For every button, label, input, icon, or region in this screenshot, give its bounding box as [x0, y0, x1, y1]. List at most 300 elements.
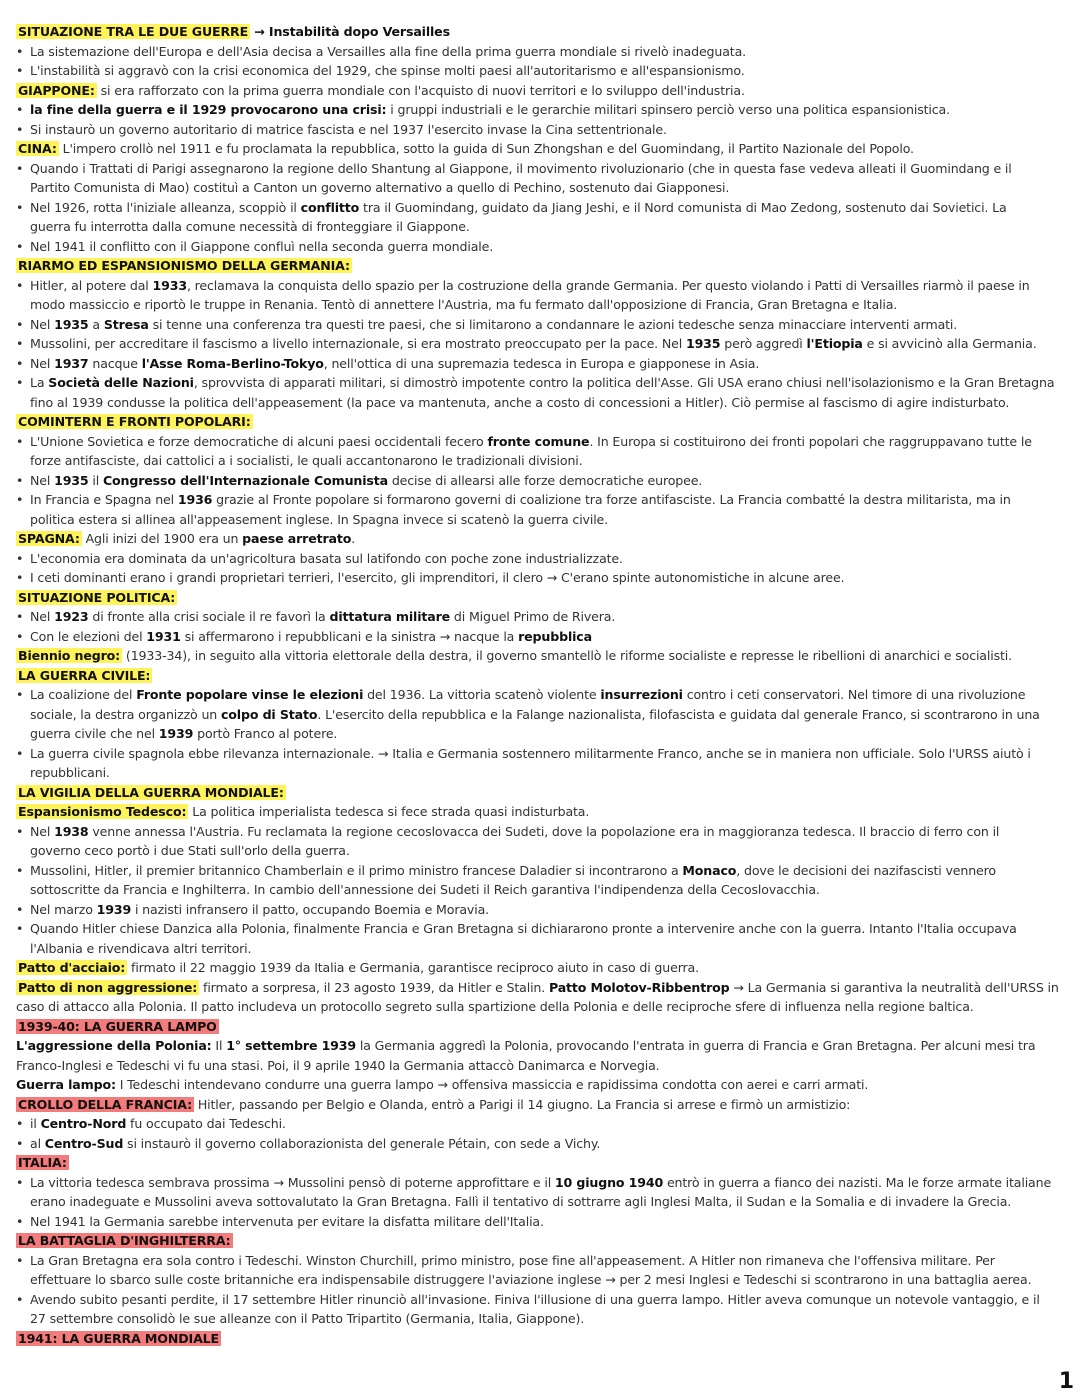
text-span: modo massiccio e riportò le truppe in Renania. Tentò di annettere l'Austria, ma fu fermato dall'opposizione di Francia, Gran Bretagna e Italia. [30, 297, 898, 312]
bullet-text [30, 1134, 1076, 1154]
bullet-dot-icon: • [16, 628, 24, 644]
bullet-text [30, 276, 1076, 315]
bullet-dot-icon: • [16, 687, 24, 702]
bold-text: l'Asse Roma-Berlino-Tokyo [141, 355, 324, 371]
bold-text: L'aggressione della Polonia: [16, 1038, 212, 1053]
bullet-text [30, 159, 1076, 198]
highlighted-heading: GIAPPONE: [18, 82, 95, 98]
bullet-line [30, 159, 1076, 179]
text-span: di Miguel Primo de Rivera. [450, 609, 616, 624]
bullet-line [30, 705, 1076, 725]
text-span: I Tedeschi intendevano condurre una guerra lampo → offensiva massiccia e rapidissima condotta con aerei e carri armati. [115, 1077, 869, 1092]
bullet-dot-icon: • [16, 823, 24, 839]
highlighted-heading: 1941: LA GUERRA MONDIALE [18, 1330, 220, 1346]
bullet-dot-icon: • [16, 745, 24, 761]
bullet-line [30, 1212, 1076, 1232]
text-line [16, 1153, 1076, 1173]
bullet-dot-icon: • [16, 1174, 24, 1190]
bullet-text [30, 685, 1076, 744]
text-span: i gruppi industriali e le gerarchie militari spinsero perciò verso una politica espansionistica. [386, 102, 950, 117]
text-line [16, 1231, 1076, 1251]
bold-text: l'Etiopia [806, 336, 863, 351]
bullet-text [30, 1173, 1076, 1212]
bullet-dot-icon: • [16, 1135, 24, 1151]
bullet-dot-icon: • [16, 901, 24, 917]
text-span: si instaurò il governo collaborazionista del generale Pétain, con sede a Vichy. [123, 1135, 601, 1151]
text-span: decise di allearsi alle forze democratiche europee. [387, 472, 703, 488]
bullet-item [16, 627, 1076, 647]
bullet-line [30, 1309, 1076, 1329]
text-span: → La Germania si garantiva la neutralità dell'URSS in [729, 979, 1059, 995]
page-number: 1 [1058, 1368, 1074, 1394]
text-span: , nell'ottica di una supremazia tedesca in Europa e giapponese in Asia. [323, 355, 760, 371]
bullet-text [30, 822, 1076, 861]
text-line [16, 1095, 1076, 1115]
text-span: Nel 1941 la Germania sarebbe intervenuta per evitare la disfatta militare dell'Italia. [30, 1213, 544, 1229]
text-span: guerra fu interrotta dalla comune necessità di fronteggiare il Giappone. [30, 219, 470, 234]
text-span: Mussolini, per accreditare il fascismo a livello internazionale, si era mostrato preoccupato per la pace. Nel [30, 336, 686, 351]
bold-text: Patto Molotov-Ribbentrop [548, 979, 730, 995]
bullet-dot-icon: • [16, 375, 24, 390]
bold-text: Centro-Sud [44, 1135, 124, 1151]
bold-text: 1935 [685, 336, 721, 351]
bullet-item [16, 198, 1076, 237]
highlighted-heading: LA VIGILIA DELLA GUERRA MONDIALE: [18, 784, 284, 800]
bullet-dot-icon: • [16, 355, 24, 371]
bullet-text [30, 861, 1076, 900]
text-line [16, 978, 1076, 998]
bullet-line [30, 919, 1076, 939]
text-span: l'Albania e rivendicava altri territori. [30, 940, 252, 956]
bold-text: 1933 [152, 277, 187, 293]
bullet-dot-icon: • [16, 492, 24, 507]
text-span: , dove le decisioni dei nazifascisti vennero [736, 862, 996, 878]
bullet-line [30, 334, 1076, 354]
bullet-dot-icon: • [16, 1291, 24, 1307]
highlighted-heading: COMINTERN E FRONTI POPOLARI: [18, 414, 251, 429]
bullet-line [30, 42, 1076, 62]
text-span: grazie al Fronte popolare si formarono governi di coalizione tra forze antifasciste. La Francia combatté la destra militarista, ma in [212, 492, 1011, 507]
bold-text: la fine della guerra e il 1929 provocarono una crisi: [30, 102, 387, 117]
bullet-line [30, 822, 1076, 842]
bullet-line [30, 1134, 1076, 1154]
bullet-line [30, 763, 1076, 783]
text-span: Nel [30, 823, 55, 839]
bold-text: Stresa [103, 316, 149, 332]
text-span: L'economia era dominata da un'agricoltura basata sul latifondo con poche zone industrializzate. [30, 550, 623, 566]
text-span: Il [211, 1038, 227, 1053]
bullet-dot-icon: • [16, 609, 24, 624]
text-span: il [30, 1116, 41, 1131]
text-span: sociale, la destra organizzò un [30, 706, 221, 722]
text-span: L'impero crollò nel 1911 e fu proclamata la repubblica, sotto la guida di Sun Zhongshan e del Guomindang, il Partito Nazionale del Popolo. [58, 141, 914, 156]
text-span: governo ceco portò i due Stati sull'orlo della guerra. [30, 843, 350, 858]
bullet-dot-icon: • [16, 862, 24, 878]
text-line [16, 958, 1076, 978]
bold-text: repubblica [518, 628, 592, 644]
text-span: , reclamava la conquista dello spazio per la costruzione della grande Germania. Per questo violando i Patti di Versailles riarmò il paese in [186, 277, 1030, 293]
text-span: di fronte alla crisi sociale il re favorì la [88, 609, 330, 624]
bullet-line [30, 549, 1076, 569]
text-span: La sistemazione dell'Europa e dell'Asia decisa a Versailles alla fine della prima guerra mondiale si rivelò inadeguata. [30, 43, 747, 59]
bullet-text [30, 490, 1076, 529]
bullet-text [30, 373, 1076, 412]
bullet-text [30, 432, 1076, 471]
bold-text: 1° settembre 1939 [226, 1038, 357, 1053]
bullet-line [30, 276, 1076, 296]
text-span: tra il Guomindang, guidato da Jiang Jeshi, e il Nord comunista di Mao Zedong, sostenuto dai Sovietici. La [359, 199, 1007, 215]
text-span: Hitler, passando per Belgio e Olanda, entrò a Parigi il 14 giugno. La Francia si arrese e firmò un armistizio: [193, 1096, 851, 1112]
bullet-dot-icon: • [16, 63, 24, 78]
text-span: . In Europa si costituirono dei fronti popolari che raggruppavano tutte le [589, 433, 1032, 449]
text-span: fu occupato dai Tedeschi. [126, 1116, 286, 1131]
bullet-dot-icon: • [16, 1252, 24, 1268]
bullet-text [30, 198, 1076, 237]
bullet-item [16, 568, 1076, 588]
bullet-line [30, 1251, 1076, 1271]
bold-text: 1936 [177, 492, 213, 507]
bullet-line [30, 373, 1076, 393]
text-line [16, 1075, 1076, 1095]
bullet-text [30, 334, 1076, 354]
bullet-text [30, 744, 1076, 783]
text-span: nacque [88, 355, 142, 371]
bold-text: fronte comune [487, 433, 590, 449]
bullet-line [30, 841, 1076, 861]
text-span: Nel marzo [30, 901, 97, 917]
bullet-line [30, 295, 1076, 315]
text-span: Nel 1941 il conflitto con il Giappone confluì nella seconda guerra mondiale. [30, 238, 494, 254]
bullet-item [16, 607, 1076, 627]
text-line [16, 412, 1076, 432]
text-span: Partito Comunista di Mao) costituì a Canton un governo alternativo a quello di Pechino, sostenuto dai Giapponesi. [30, 180, 730, 195]
highlighted-heading: RIARMO ED ESPANSIONISMO DELLA GERMANIA: [18, 258, 350, 273]
bullet-line [30, 393, 1076, 413]
bullet-line [30, 237, 1076, 257]
bullet-dot-icon: • [16, 199, 24, 215]
bullet-text [30, 627, 1076, 647]
text-line [16, 139, 1076, 159]
bullet-item [16, 432, 1076, 471]
highlighted-heading: Espansionismo Tedesco: [18, 804, 187, 819]
text-span: sottoscritte da Francia e Inghilterra. In cambio dell'annessione dei Sudeti il Reich garantiva l'indipendenza della Cecoslovacchia. [30, 882, 820, 897]
bullet-item [16, 159, 1076, 198]
text-span: caso di attacco alla Polonia. Il patto includeva un protocollo segreto sulla spartizione della Polonia e delle reciproche sfere di influenza nella regione baltica. [16, 999, 974, 1014]
bullet-line [30, 490, 1076, 510]
bullet-dot-icon: • [16, 121, 24, 137]
bullet-item [16, 822, 1076, 861]
text-span: Nel [30, 316, 55, 332]
bullet-text [30, 1290, 1076, 1329]
text-span: erano inadeguate e Mussolini aveva sottovalutato la Gran Bretagna. Fallì il tentativo di sottrarre agli Inglesi Malta, il Sudan e la Somalia e di invadere la Grecia. [30, 1194, 1012, 1209]
text-span: Avendo subito pesanti perdite, il 17 settembre Hitler rinunciò all'invasione. Finiva l'illusione di una guerra lampo. Hitler aveva comunque un notevole vantaggio, e il [30, 1291, 1040, 1307]
text-span: forze antifasciste, dai cattolici a i socialisti, le quali accantonarono le tradizionali divisioni. [30, 453, 583, 468]
text-span: fino al 1939 condusse la politica dell'appeasement (la pace va mantenuta, anche a costo di concessioni a Hitler). Ciò permise al fascismo di agire indisturbato. [30, 394, 1010, 410]
bullet-text [30, 471, 1076, 491]
bullet-item [16, 100, 1076, 120]
text-span: Quando i Trattati di Parigi assegnarono la regione dello Shantung al Giappone, il movimento rivoluzionario (che in questa fase vedeva alleati il Guomindang e il [30, 160, 1012, 176]
bold-text: conflitto [300, 199, 360, 215]
bullet-line [30, 627, 1076, 647]
text-span: Mussolini, Hitler, il premier britannico Chamberlain e il primo ministro francese Daladier si incontrarono a [30, 862, 683, 878]
text-span: Agli inizi del 1900 era un [81, 531, 243, 546]
bullet-item [16, 861, 1076, 900]
highlighted-heading: CINA: [18, 141, 57, 156]
bullet-item [16, 315, 1076, 335]
bullet-text [30, 354, 1076, 374]
text-span: al [30, 1135, 45, 1151]
bold-text: Guerra lampo: [16, 1077, 116, 1092]
bullet-item [16, 42, 1076, 62]
bullet-dot-icon: • [16, 336, 24, 351]
bullet-line [30, 1270, 1076, 1290]
text-span: La coalizione del [30, 687, 137, 702]
bullet-line [30, 471, 1076, 491]
text-line [16, 783, 1076, 803]
bullet-line [30, 568, 1076, 588]
bullet-text [30, 607, 1076, 627]
text-span: La vittoria tedesca sembrava prossima → Mussolini pensò di poterne approfittare e il [30, 1174, 555, 1190]
bullet-item [16, 237, 1076, 257]
text-span: Si instaurò un governo autoritario di matrice fascista e nel 1937 l'esercito invase la Cina settentrionale. [30, 121, 667, 137]
text-line [16, 646, 1076, 666]
highlighted-heading: 1939-40: LA GUERRA LAMPO [18, 1018, 217, 1034]
bullet-item [16, 1212, 1076, 1232]
bullet-item [16, 1114, 1076, 1134]
text-span: i nazisti infransero il patto, occupando Boemia e Moravia. [131, 901, 489, 917]
bullet-dot-icon: • [16, 472, 24, 488]
text-span: si era rafforzato con la prima guerra mondiale con l'acquisto di nuovi territori e lo sviluppo dell'industria. [96, 82, 745, 98]
text-span: L'instabilità si aggravò con la crisi economica del 1929, che spinse molti paesi all'autoritarismo e all'espansionismo. [30, 63, 745, 78]
bullet-line [30, 100, 1076, 120]
bullet-item [16, 549, 1076, 569]
bullet-item [16, 120, 1076, 140]
highlighted-heading: SITUAZIONE TRA LE DUE GUERRE [18, 24, 249, 39]
bullet-item [16, 61, 1076, 81]
bold-text: → Instabilità dopo Versailles [250, 24, 450, 39]
bullet-text [30, 1114, 1076, 1134]
text-span: Con le elezioni del [30, 628, 147, 644]
bullet-line [30, 1114, 1076, 1134]
bold-text: 10 giugno 1940 [554, 1174, 664, 1190]
text-span: guerra civile che nel [30, 726, 159, 741]
bold-text: 1923 [54, 609, 89, 624]
bold-text: 1937 [54, 355, 89, 371]
section-heading [16, 22, 1076, 42]
bullet-line [30, 900, 1076, 920]
bullet-line [30, 61, 1076, 81]
bullet-item [16, 1173, 1076, 1212]
bold-text: Congresso dell'Internazionale Comunista [102, 472, 388, 488]
text-span: contro i ceti conservatori. Nel timore di una rivoluzione [682, 687, 1026, 702]
bold-text: Società delle Nazioni [48, 375, 194, 390]
bullet-item [16, 354, 1076, 374]
bullet-dot-icon: • [16, 433, 24, 449]
bullet-dot-icon: • [16, 1213, 24, 1229]
text-span: I ceti dominanti erano i grandi proprietari terrieri, l'esercito, gli imprenditori, il clero → C'erano spinte autonomistiche in alcune aree. [30, 570, 845, 585]
bullet-text [30, 315, 1076, 335]
bullet-dot-icon: • [16, 921, 24, 936]
bullet-text [30, 237, 1076, 257]
bullet-dot-icon: • [16, 102, 24, 117]
bullet-item [16, 919, 1076, 958]
text-span: a [88, 316, 104, 332]
bullet-dot-icon: • [16, 277, 24, 293]
bullet-line [30, 939, 1076, 959]
text-span: La Gran Bretagna era sola contro i Tedeschi. Winston Churchill, primo ministro, pose fine all'appeasement. A Hitler non rimaneva che l'offensiva militare. Per [30, 1252, 995, 1268]
bullet-dot-icon: • [16, 570, 24, 585]
text-span: . [351, 531, 356, 546]
bold-text: colpo di Stato [220, 706, 318, 722]
text-span: del 1936. La vittoria scatenò violente [363, 687, 601, 702]
text-line [16, 588, 1076, 608]
bullet-text [30, 42, 1076, 62]
text-span: entrò in guerra a fianco dei nazisti. Ma le forze armate italiane [663, 1174, 1052, 1190]
bullet-item [16, 471, 1076, 491]
highlighted-heading: LA BATTAGLIA D'INGHILTERRA: [18, 1233, 231, 1248]
highlighted-heading: ITALIA: [18, 1155, 67, 1170]
text-span: La [30, 375, 49, 390]
bullet-dot-icon: • [16, 160, 24, 176]
text-span: firmato il 22 maggio 1939 da Italia e Germania, garantisce reciproco aiuto in caso di guerra. [127, 960, 699, 975]
bullet-line [30, 315, 1076, 335]
bullet-line [30, 880, 1076, 900]
highlighted-heading: LA GUERRA CIVILE: [18, 667, 151, 683]
text-span: Nel [30, 472, 55, 488]
text-line [16, 256, 1076, 276]
text-span: Nel 1926, rotta l'iniziale alleanza, scoppiò il [30, 199, 301, 215]
bold-text: dittatura militare [329, 609, 451, 624]
text-span: 27 settembre consolidò le sue alleanze con il Patto Tripartito (Germania, Italia, Giappone). [30, 1311, 585, 1326]
text-span: La guerra civile spagnola ebbe rilevanza internazionale. → Italia e Germania sostennero militarmente Franco, anche se in maniera non ufficiale. Solo l'URSS aiutò i [30, 745, 1031, 761]
text-span: La politica imperialista tedesca si fece strada quasi indisturbata. [188, 804, 590, 819]
bullet-text [30, 120, 1076, 140]
text-span: portò Franco al potere. [193, 726, 338, 741]
bold-text: paese arretrato [242, 531, 352, 546]
bullet-line [30, 198, 1076, 218]
bold-text: Fronte popolare vinse le elezioni [136, 687, 364, 702]
text-span: e si avvicinò alla Germania. [862, 336, 1037, 351]
bold-text: 1938 [54, 823, 89, 839]
bullet-item [16, 1290, 1076, 1329]
text-span: Nel [30, 355, 55, 371]
text-line [16, 81, 1076, 101]
bullet-item [16, 685, 1076, 744]
highlighted-heading: Patto d'acciaio: [18, 960, 126, 975]
bullet-dot-icon: • [16, 43, 24, 59]
bold-text: 1935 [54, 316, 89, 332]
text-line [16, 1056, 1076, 1076]
bullet-text [30, 919, 1076, 958]
text-span: effettuare lo sbarco sulle coste britanniche era indispensabile distruggere l'aviazione inglese → per 2 mesi Inglesi e Tedeschi si scontrarono in una battaglia aerea. [30, 1272, 1032, 1287]
text-span: repubblicani. [30, 765, 110, 780]
text-span: la Germania aggredì la Polonia, provocando l'entrata in guerra di Francia e Gran Bretagna. Per alcuni mesi tra [356, 1038, 1036, 1053]
bullet-line [30, 1192, 1076, 1212]
bullet-text [30, 549, 1076, 569]
text-span: si tenne una conferenza tra questi tre paesi, che si limitarono a condannare le azioni tedesche senza minacciare interventi armati. [148, 316, 958, 332]
text-line [16, 529, 1076, 549]
bullet-line [30, 1290, 1076, 1310]
bold-text: 1931 [146, 628, 181, 644]
bullet-line [30, 217, 1076, 237]
text-span: però aggredì [720, 336, 807, 351]
bold-text: Centro-Nord [40, 1116, 127, 1131]
bullet-item [16, 1134, 1076, 1154]
bullet-dot-icon: • [16, 316, 24, 332]
text-span: In Francia e Spagna nel [30, 492, 178, 507]
bullet-text [30, 1212, 1076, 1232]
bullet-line [30, 744, 1076, 764]
text-span: Franco-Inglesi e Tedeschi vi fu una stasi. Poi, il 9 aprile 1940 la Germania attaccò Danimarca e Norvegia. [16, 1057, 660, 1073]
bullet-line [30, 685, 1076, 705]
highlighted-heading: SPAGNA: [18, 531, 80, 546]
bold-text: 1935 [54, 472, 89, 488]
bullet-text [30, 61, 1076, 81]
bold-text: 1939 [96, 901, 132, 917]
bullet-text [30, 900, 1076, 920]
text-line [16, 1329, 1076, 1349]
bullet-item [16, 490, 1076, 529]
text-span: firmato a sorpresa, il 23 agosto 1939, da Hitler e Stalin. [199, 979, 549, 995]
bullet-text [30, 568, 1076, 588]
bullet-line [30, 178, 1076, 198]
text-span: Quando Hitler chiese Danzica alla Polonia, finalmente Francia e Gran Bretagna si dichiararono pronte a intervenire anche con la guerra. Intanto l'Italia occupava [30, 921, 1017, 936]
bullet-line [30, 1173, 1076, 1193]
bold-text: Monaco [682, 862, 737, 878]
text-span: politica estera si allinea all'appeasement inglese. In Spagna invece si scatenò la guerra civile. [30, 511, 609, 527]
text-span: Hitler, al potere dal [30, 277, 153, 293]
text-span: . L'esercito della repubblica e la Falange nazionalista, filofascista e guidata dal generale Franco, si scontrarono in una [317, 706, 1040, 722]
text-line [16, 1017, 1076, 1037]
bullet-item [16, 373, 1076, 412]
bullet-line [30, 607, 1076, 627]
bullet-line [30, 861, 1076, 881]
bullet-item [16, 276, 1076, 315]
bullet-line [30, 354, 1076, 374]
bold-text: 1939 [158, 726, 194, 741]
bullet-item [16, 334, 1076, 354]
bold-text: insurrezioni [600, 687, 683, 702]
bullet-line [30, 451, 1076, 471]
text-span: il [88, 472, 103, 488]
bullet-line [30, 724, 1076, 744]
bullet-text [30, 100, 1076, 120]
bullet-dot-icon: • [16, 238, 24, 254]
document-page [16, 22, 1076, 1348]
bullet-line [30, 510, 1076, 530]
text-line [16, 666, 1076, 686]
text-line [16, 1036, 1076, 1056]
highlighted-heading: CROLLO DELLA FRANCIA: [18, 1096, 192, 1112]
bullet-dot-icon: • [16, 1116, 24, 1131]
bullet-item [16, 744, 1076, 783]
highlighted-heading: SITUAZIONE POLITICA: [18, 589, 176, 605]
bullet-item [16, 1251, 1076, 1290]
bullet-dot-icon: • [16, 550, 24, 566]
text-line [16, 802, 1076, 822]
text-span: Nel [30, 609, 55, 624]
text-span: , sprovvista di apparati militari, si dimostrò impotente contro la politica dell'Asse. Gli USA erano chiusi nell'isolazionismo e la Gran Bretagna [193, 375, 1055, 390]
highlighted-heading: Patto di non aggressione: [18, 979, 198, 995]
bullet-text [30, 1251, 1076, 1290]
text-span: L'Unione Sovietica e forze democratiche di alcuni paesi occidentali fecero [30, 433, 488, 449]
bullet-line [30, 120, 1076, 140]
text-span: (1933-34), in seguito alla vittoria elettorale della destra, il governo smantellò le riforme socialiste e represse le ribellioni di anarchici e socialisti. [122, 648, 1012, 663]
text-span: venne annessa l'Austria. Fu reclamata la regione cecoslovacca dei Sudeti, dove la popolazione era in maggioranza tedesca. Il braccio di ferro con il [88, 823, 1000, 839]
text-span: si affermarono i repubblicani e la sinistra → nacque la [180, 628, 519, 644]
text-line [16, 997, 1076, 1017]
bullet-item [16, 900, 1076, 920]
